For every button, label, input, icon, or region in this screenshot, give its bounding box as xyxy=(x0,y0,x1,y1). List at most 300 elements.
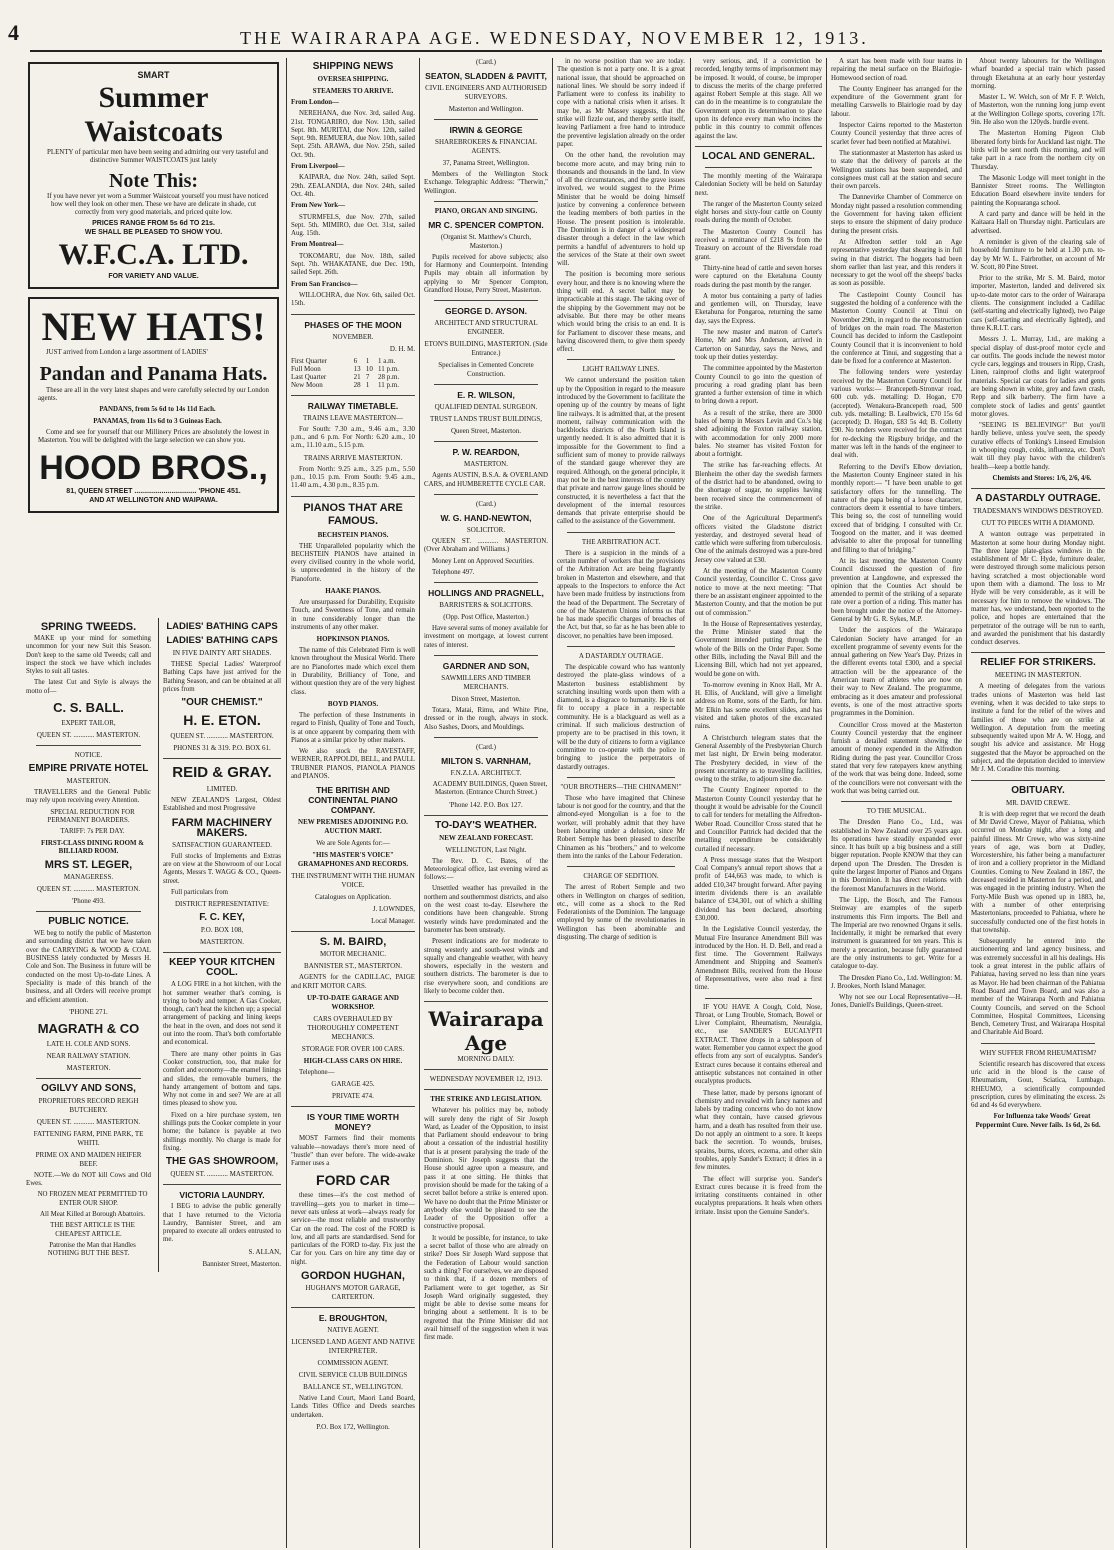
article-title: THE ARBITRATION ACT. xyxy=(581,537,661,546)
ad-body: All Meat Killed at Borough Abattoirs. xyxy=(40,1211,145,1219)
ad-headline: EMPIRE PRIVATE HOTEL xyxy=(28,763,149,775)
card-body: SOLICITOR. xyxy=(466,525,506,534)
card-address: ACADEMY BUILDINGS, Queen Street, Masterton. (Entrance Church Street.) xyxy=(432,780,548,797)
moon-hour: 10 xyxy=(365,364,373,373)
divider xyxy=(434,655,538,656)
route-label: From Liverpool— xyxy=(291,163,345,171)
moon-hour: 7 xyxy=(365,373,370,382)
ad-phone: GARAGE 425. xyxy=(331,1080,375,1089)
news-item: The Masonic Lodge will meet tonight in the Bannister Street rooms. The Wellington Education Board elsewhere invite tenders for painting the Kopuaranga school. xyxy=(971,174,1105,207)
card-name: IRWIN & GEORGE xyxy=(449,125,523,135)
news-item: A card party and dance will be held in the Kaitaara Hall on Thursday night. Particulars are advertised. xyxy=(971,211,1105,235)
timetable-body: For South: 7.30 a.m., 9.46 a.m., 3.30 p.m., and 6 p.m. For North: 6.20 a.m., 10 a.m., 11.10 a.m., 5.15 p.m. xyxy=(291,425,415,450)
card-label: (Card.) xyxy=(475,58,497,66)
table-row xyxy=(291,381,415,389)
ad-phone: 'Phone 493. xyxy=(72,897,105,906)
ad-body: STORAGE FOR OVER 100 CARS. xyxy=(301,1044,405,1053)
card-name: SEATON, SLADDEN & PAVITT, xyxy=(425,71,547,81)
news-item: Inspector Cairns reported to the Masterton County Council yesterday that three acres of scarlet fever had been notified at Matahiwi. xyxy=(831,122,962,146)
divider xyxy=(36,911,141,912)
article-title: "OUR BROTHERS—THE CHINAMEN!" xyxy=(560,782,682,791)
ad-brand: MRS ST. LEGER, xyxy=(44,859,133,872)
ad-brand: MAGRATH & CO xyxy=(37,1020,140,1036)
ad-phone: 'PHONE 271. xyxy=(69,1007,108,1016)
ad-body: PLENTY of particular men have been seeing and admiring our very tasteful and distinctive Summer WAISTCOATS just lately xyxy=(47,149,268,165)
ad-body: PRIME OX AND MAIDEN HEIFER BEEF. xyxy=(35,1150,142,1168)
ad-brand: "OUR CHEMIST." xyxy=(181,697,263,709)
divider xyxy=(163,1184,281,1185)
ad-note: LIMITED. xyxy=(206,785,238,794)
divider xyxy=(163,952,281,953)
news-item: About twenty labourers for the Wellington wharf boarded a special train which passed through Eketahuna at an early hour yesterday morning. xyxy=(971,58,1105,90)
article-subtitle: MEETING IN MASTERTON. xyxy=(994,671,1082,680)
ad-body: Fixed on a hire purchase system, ten shillings puts the Cooker complete in your home; the balance is payable at two shillings monthly. No charge is made for fixing. xyxy=(163,1111,281,1152)
route-body: TOKOMARU, due Nov. 18th, sailed Sept. 7th. WHAKATANE, due Dec. 19th, sailed Sept. 26th. xyxy=(291,252,415,277)
waistcoats-ad xyxy=(28,62,279,289)
notice-label: NOTICE. xyxy=(74,751,103,760)
table-row xyxy=(291,373,415,381)
dateline: WELLINGTON, Last Night. xyxy=(445,845,527,854)
ad-brand: OGILVY AND SONS, xyxy=(41,1082,136,1094)
news-item: A start has been made with four teams in repairing the metal surface on the Blairlogie-Homewood section of road. xyxy=(831,58,962,82)
ad-address: Bannister Street, Masterton. xyxy=(202,1259,281,1268)
ad-subhead: Pandan and Panama Hats. xyxy=(39,362,268,385)
divider xyxy=(434,384,538,385)
ad-subhead: BOYD PIANOS. xyxy=(327,699,379,708)
news-item: The Castlepoint County Council has suggested the holding of a conference with the Masterton County Council at Tinui on November 29th, in regard to the reconstruction of bridges on the main road. The Masterton Council has decided to inform the Castlepoint County Council that it is inconvenient to hold the conference at Tinui, and suggesting that a date be fixed for a conference at Masterton. xyxy=(831,291,962,366)
article-title: THE STRIKE AND LEGISLATION. xyxy=(430,1095,542,1104)
ad-address: HUGHAN'S MOTOR GARAGE, CARTERTON. xyxy=(305,1284,401,1302)
article-body: Unsettled weather has prevailed in the northern and southernmost districts, and also on the west coast to-day. Elsewhere the conditions have been changeable. Strong westerly winds have predominated and the barometer has been unsteady. xyxy=(424,885,548,934)
news-item: The following tenders were yesterday received by the Masterton County Council for various works:— Brancepeth-Stronvar road, 600 cub. yds. metalling: D. Hogan, £70 (accepted). Wenakura-Brancepeth road, 500 cub. yds. metalling: B. Lealbwick, £70 15s 6d (accepted); D. Hogan, £83 5s 4d; B. Colletty £90. No tenders were received for the contract for re-decking the Rigsbury bridge, and the matter was left in the hands of the engineer to deal with. xyxy=(831,369,962,460)
news-item: The Dannevirke Chamber of Commerce on Monday night passed a resolution commending the Government for having taken efficient steps to ensure the shipment of dairy produce during the present crisis. xyxy=(831,194,962,235)
news-item: The new master and matron of Carter's Home, Mr and Mrs Anderson, arrived in Carterton on Saturday, says the News, and took up their duties yesterday. xyxy=(695,329,822,361)
ad-trade: EXPERT TAILOR, xyxy=(61,719,116,728)
card-name: HOLLINGS AND PRAGNELL, xyxy=(428,588,544,599)
ad-headline: FARM MACHINERY MAKERS. xyxy=(171,816,273,839)
card-address: (Opp. Post Office, Masterton.) xyxy=(443,613,529,622)
ad-body: Full stocks of Implements and Extras are on view at the Showroom of our Local Agents, Messrs T. WAGG & CO., Queen-street. xyxy=(163,852,281,885)
divider xyxy=(567,359,675,360)
ad-brand: REID & GRAY. xyxy=(172,764,272,782)
moon-table xyxy=(291,357,415,390)
ad-body: A LOG FIRE in a hot kitchen, with the hot summer weather that's coming, is trying to body and temper. A Gas Cooker, though, can't heat the kitchen up; a special arrangement of packing and lining keeps the heat in the oven, and does not send it out into the room. That's both comfortable and economical. xyxy=(163,981,281,1047)
ad-body: TRAVELLERS and the General Public may rely upon receiving every Attention. xyxy=(26,789,151,805)
news-item: The County Engineer has arranged for the expenditure of the Government grant for metalling Carswells to Blairlogie road by day labour. xyxy=(831,85,962,118)
ad-headline: PUBLIC NOTICE. xyxy=(48,916,129,928)
ad-body: CARS OVERHAULED BY THOROUGHLY COMPETENT MECHANICS. xyxy=(307,1014,399,1041)
article-body: Present indications are for moderate to strong westerly and south-west winds and squally and changeable weather, with heavy showers, especially in the western and southern districts. The barometer is due to rise everywhere soon, and conditions are likely to become colder then. xyxy=(424,938,548,995)
ad-address: CIVIL SERVICE CLUB BUILDINGS xyxy=(298,1371,408,1380)
route-label: From New York— xyxy=(291,202,345,210)
ad-town: MASTERTON. xyxy=(66,1063,111,1072)
route-label: From London— xyxy=(291,99,339,106)
divider xyxy=(291,1307,415,1308)
moon-header: D. H. M. xyxy=(389,344,415,353)
article-body: Whatever his politics may be, nobody will surely deny the right of Sir Joseph Ward, as Leader of the Opposition, to insist that Parliament should endeavour to bring about a cessation of the industrial hostility that is at present paralysing the trade of the Dominion. Sir Joseph suggests that the House should agree upon a measure, and pass it at one sitting. He thinks that provision should be made for the taking of a secret ballot before a strike is entered upon. We have no doubt that the Prime Minister or anybody else would be pleased to see the Leader of the Opposition offer a constructive proposal. xyxy=(424,1107,548,1231)
page-number: 4 xyxy=(8,20,19,45)
moon-phase: New Moon xyxy=(291,381,323,390)
card-body: SAWMILLERS AND TIMBER MERCHANTS. xyxy=(441,674,531,692)
section-subtitle: TRAINS LEAVE MASTERTON— xyxy=(302,413,404,422)
ad-subhead: DISTRICT REPRESENTATIVE: xyxy=(174,900,269,909)
card-body: Pupils received for above subjects; also for Harmony and Counterpoint. Intending Pupils may obtain all information by applying to Mr Spencer Compton, Grandford House, Perry Street, Masterton. xyxy=(424,253,548,295)
article-body: in no worse position than we are today. The question is not a party one. It is a great national issue, that should be approached on national lines. We should be sorry indeed if Parliament were to confess its inability to cope with a national crisis when it arises. It may be, as Mr Massey suggests, that the strike will fizzle out, and thereby settle itself, leaving Parliament a free hand to introduce the preventive legislation already on the order paper. xyxy=(557,58,685,148)
ad-address: QUEEN ST. ............ MASTERTON. xyxy=(36,885,141,894)
route-body: KAIPARA, due Nov. 24th, sailed Sept. 29th. ZEALANDIA, due Nov. 24th, sailed Oct. 4th. xyxy=(291,174,415,198)
ad-price: PANAMAS, from 11s 6d to 3 Guineas Each. xyxy=(93,417,222,425)
ad-body: THE BEST ARTICLE IS THE CHEAPEST ARTICLE. xyxy=(50,1222,135,1238)
divider xyxy=(567,532,675,533)
divider xyxy=(291,931,415,932)
card-address: MASTERTON. xyxy=(464,460,508,469)
ad-phone: PRIVATE 474. xyxy=(332,1092,374,1101)
route-body: STURMFELS, due Nov. 27th, sailed Sept. 5th. MIMIRO, due Oct. 31st, sailed Aug. 15th. xyxy=(291,213,415,238)
ad-body: We are Sole Agents for:— xyxy=(316,839,390,848)
article-body: A wanton outrage was perpetrated in Masterton at some hour during Monday night. The three large plate-glass windows in the establishment of Mr C. Hyde, furniture dealer, were destroyed through some malicious person having scratched a most objectionable word upon them with a diamond. The loss to Mr Hyde will be very considerable, as it will be necessary for him to remove the windows. The matter has, we understand, been reported to the police, and hopes are entertained that the perpetrator of the outrage will be run to earth, and awarded the punishment that his dastardly conduct deserves. xyxy=(971,531,1105,647)
article-body: The position is becoming more serious every hour, and there is no knowing where the thing will end. A secret ballot may be impracticable at this stage. The taking over of the shipping by the Government may not be advisable. But there may be other means which would bring the crisis to an end. It is for Parliament to discover these means, and having discovered them, to give them speedy effect. xyxy=(557,271,685,354)
ad-headline: PIANOS THAT ARE FAMOUS. xyxy=(303,501,403,527)
paper-date: WEDNESDAY NOVEMBER 12, 1913. xyxy=(429,1075,543,1084)
ad-address: 81, QUEEN STREET ................................ 'PHONE 451. xyxy=(66,488,241,496)
ad-town: MASTERTON. xyxy=(66,777,111,786)
column-3 xyxy=(291,58,415,1548)
news-item: Under the auspices of the Wairarapa Caledonian Society have arranged for an excellent programme of seventy events for the annual gathering on New Year's Day. Prizes in the different events total £300, and a special attraction will be the appearance of the American team of athletes who are now on their way to New Zealand. The programme, embracing as it does amateur and professional events, is one of the most attractive sports programmes in the Dominion. xyxy=(831,627,962,718)
ad-address: BANNISTER ST., MASTERTON. xyxy=(304,962,402,971)
section-title: PHASES OF THE MOON xyxy=(304,319,402,330)
ad-tariff: TARIFF: 7s PER DAY. xyxy=(60,828,125,836)
article-title: A DASTARDLY OUTRAGE. xyxy=(578,652,664,660)
ad-headline: KEEP YOUR KITCHEN COOL. xyxy=(169,957,275,979)
route-body: NEREHANA, due Nov. 3rd, sailed Aug. 21st. TONGARIRO, due Nov. 13th, sailed Sept. 8th. MURITAI, due Nov. 12th, sailed Sept. 9th. REMUERA, due Nov. 10th, sailed Sept. 25th. ARAWA, due Nov. 25th, sailed Oct. 9th. xyxy=(291,110,415,159)
ad-headline: NEW HATS! xyxy=(41,304,266,350)
card-body: F.N.Z.I.A. ARCHITECT. xyxy=(450,768,522,777)
divider xyxy=(705,998,812,999)
ad-body: MAKE up your mind for something uncommon for your new Suit this Season. Don't keep to the same old Tweeds; call and inspect the stock we have which includes Styles to suit all tastes. xyxy=(26,635,151,676)
card-body: BARRISTERS & SOLICITORS. xyxy=(439,601,533,610)
ad-trade: PROPRIETORS RECORD REIGH BUTCHERY. xyxy=(38,1096,139,1114)
news-item: Master L. W. Welch, son of Mr F. P. Welch, of Masterton, won the running long jump event at the Wellington College sports, covering 17ft. 9in. He also won the 120yds. hurdle event. xyxy=(971,94,1105,127)
ad-body: THESE Special Ladies' Waterproof Bathing Caps have just arrived for the Bathing Season, and can be obtained at all prices from xyxy=(163,661,281,693)
masthead-rule xyxy=(30,50,1102,52)
article-body: Subsequently he entered into the auctioneering and land agency business, and was extremely successful in all his dealings. His took a great interest in the public affairs of Pahiatua, having served no less than nine years as Mayor. He had been chairman of the Pahiatua Road Board and Town Board, and was also a member of the Wairarapa North and Pahiatua County Councils, and served on the School Committee, Hospital Committees, Licensing Bench, Cemetery Trust, and Wairarapa Hospital and Charitable Aid Board. xyxy=(971,938,1105,1037)
paper-nameplate: Wairarapa Age xyxy=(428,1007,544,1056)
column-1a xyxy=(26,618,151,1262)
divider xyxy=(434,300,538,301)
article-body: On the other hand, the revolution may become more acute, and may bring ruin to thousands and thousands in the land. In view of all the circumstances, and the grave issues involved, we would suggest to the Prime Minister that he would be doing himself justice by convening a conference between the leading members of both parties in the House. The present position is intolerable. The Dominion is in danger of a widespread disaster through a defect in the law which permits a handful of adventurers to hold up the services of the State at their own sweet will. xyxy=(557,152,685,268)
ad-body: JUST arrived from London a large assortment of LADIES' xyxy=(46,349,208,357)
ad-headline: LADIES' BATHING CAPS xyxy=(166,635,278,646)
card-body: Members of the Wellington Stock Exchange. Telegraphic Address: "Therwin," Wellington. xyxy=(424,171,548,195)
news-item: At Alfredton settler told an Age representative yesterday that shearing is in full swing in that district. The hoggets had been shorn earlier than last year, and this renders it necessary to get the wool off the sheeps' backs as soon as possible. xyxy=(831,238,962,288)
ad-phone: PHONES 31 & 319. P.O. BOX 61. xyxy=(173,744,271,753)
news-item: The monthly meeting of the Wairarapa Caledonian Society will be held on Saturday next. xyxy=(695,172,822,197)
divider xyxy=(434,582,538,583)
ad-body: Are unsurpassed for Durability, Exquisite Touch, and Sweetness of Tone, and remain in tune considerably longer than the instruments of any other maker. xyxy=(291,598,415,631)
article-body: The arrest of Robert Semple and two others in Wellington on charges of sedition, etc., will come as a shock to the Red Federationists of the Dominion. The language employed by some of the revolutionaries in Wellington has been abominable and disgusting. The charge of sedition is xyxy=(557,884,685,942)
ad-headline: IS YOUR TIME WORTH MONEY? xyxy=(307,1112,399,1133)
ad-address: QUEEN ST. ............ MASTERTON. xyxy=(170,1170,274,1179)
card-phone: Telephone 497. xyxy=(432,568,475,576)
article-subtitle: CUT TO PIECES WITH A DIAMOND. xyxy=(981,519,1095,528)
section-subtitle: TRAINS ARRIVE MASTERTON. xyxy=(303,453,403,462)
divider xyxy=(567,866,675,867)
column-1 xyxy=(26,58,281,1548)
card-address: 37, Panama Street, Wellington. xyxy=(442,159,530,167)
article-body: It is with deep regret that we record the death of Mr David Crewe, Mayor of Pahiatua, which occurred on Monday night, after a long and painful illness. Mr Crewe, who was sixty-nine years of age, was born at Dudley, Worcestershire, his father being a manufacturer of iron and a colliery proprietor in the Midland Counties. Coming to New Zealand in 1867, the deceased resided in Masterton for a period, and was engaged in the printing industry. When the Forty-Mile Bush was opened up in 1883, he, with a number of other enterprising Mastertonians, proceeded to Pahiatua, where he successfully conducted one of the first hotels in that township. xyxy=(971,810,1105,934)
route-body: WILLOCHRA, due Nov. 6th, sailed Oct. 15th. xyxy=(291,291,415,308)
timetable-body: From North: 9.25 a.m., 3.25 p.m., 5.50 p.m., 10.15 p.m. From South: 9.45 a.m., 11.40 a.m., 4.30 p.m., 8.35 p.m. xyxy=(291,465,415,490)
divider xyxy=(695,146,822,147)
ad-body: These are all in the very latest shapes and were carefully selected by our London agents. xyxy=(38,386,269,402)
news-item: The strike has far-reaching effects. At Blenheim the other day the swedish farmers of the district had to be abandoned, owing to the shortage of sugar, no supplies having been received since the commencement of the strike. xyxy=(695,462,822,511)
news-item: The committee appointed by the Masterton County Council to go into the question of procuring a road grading plant has been granted a further extension of time in which to bring down a report. xyxy=(695,365,822,406)
ad-body: NO FROZEN MEAT PERMITTED TO ENTER OUR SHOP. xyxy=(37,1191,148,1207)
ad-price: Chemists and Stores: 1/6, 2/6, 4/6. xyxy=(992,474,1092,482)
news-item: A motor bus containing a party of ladies and gentlemen will, on Thursday, leave Eketahuna for Pongaroa, returning the same day, says the Express. xyxy=(695,292,822,325)
article-title: A DASTARDLY OUTRAGE. xyxy=(975,493,1101,505)
moon-phase: Full Moon xyxy=(291,364,321,373)
ad-body: MOST Farmers find their moments valuable—nowadays there's more need of "hustle" than ever before. The wide-awake Farmer uses a xyxy=(291,1135,415,1168)
divider xyxy=(705,167,812,168)
ad-body: LICENSED LAND AGENT AND NATIVE INTERPRETER. xyxy=(291,1338,415,1356)
news-item: The ranger of the Masterton County seized eight horses and sixty-four cattle on County roads during the month of October. xyxy=(695,200,822,225)
masthead xyxy=(0,0,1114,48)
divider xyxy=(981,1043,1095,1044)
news-item: A Christchurch telegram states that the General Assembly of the Presbyterian Church met last night, Dr Erwin being moderator. The Presbytery decided, in view of the present uncertainty as to travelling facilities, owing to the strike, to adjourn sine die. xyxy=(695,734,822,784)
news-item: The Masterton Homing Pigeon Club liberated forty birds for Auckland last night. The birds will be sent north this morning, and will take part in a race from the northern city on Thursday. xyxy=(971,130,1105,171)
ad-signature: S. ALLAN, xyxy=(248,1247,281,1256)
ad-body: There are many other points in Gas Cooker construction, too, that make for comfort and economy—the enamel linings and slides, the removable burners, the handy arrangement of bottom and taps. Why not come in and see? We are at all times pleased to show you. xyxy=(163,1050,281,1108)
moon-day: 28 xyxy=(353,381,361,390)
ad-headline: LADIES' BATHING CAPS xyxy=(166,621,278,632)
divider xyxy=(424,1001,548,1002)
ad-price: PANDANS, from 5s 6d to 14s 11d Each. xyxy=(99,406,216,414)
ad-body: WE beg to notify the public of Masterton and surrounding district that we have taken over the CARRYING & WOOD & COAL BUSINESS lately conducted by Messrs H. Cole and Son. The Business in future will be conducted on the most Up-to-date Lines. A Speciality is made of this branch of the business, and all Orders will receive prompt and efficient attention. xyxy=(26,930,151,1004)
column-rule xyxy=(826,58,827,1548)
card-body: SHAREBROKERS & FINANCIAL AGENTS. xyxy=(435,138,537,155)
card-name: GARDNER AND SON, xyxy=(442,661,530,672)
news-item: Councillor Cross moved at the Masterton County Council yesterday that the engineer furnish a detailed statement showing the amount of money expended in the Alfredton Riding during the past year. Councillor Cross stated that very few ratepayers knew anything of the work that was being done. Indeed, some of the councillors were not conversant with the work that was being carried out. xyxy=(831,721,962,795)
ad-body: The Lipp, the Bosch, and The Famous Steinway are examples of the superb instruments this Firm imports. The Bell and The Imperial are two renowned Organs it sells. Incidentally, it might be remarked that every instrument is guaranteed for ten years. This is merely a precaution, because fully guaranteed are the only instruments to get. Write for a catalogue to-day. xyxy=(831,896,962,971)
divider xyxy=(36,1078,141,1079)
ad-address: P.O. Box 172, Wellington. xyxy=(316,1422,390,1431)
divider xyxy=(291,395,415,396)
card-address: TRUST LANDS TRUST BUILDINGS, xyxy=(429,415,542,424)
ad-body: The perfection of these Instruments in regard to Finish, Quality of Tone and Touch, is at once apparent by comparing them with Pianos at a similar price by other makers. xyxy=(291,711,415,744)
ad-address: BALLANCE ST., WELLINGTON. xyxy=(303,1383,403,1392)
moon-min: 1 a.m. xyxy=(378,356,396,365)
ad-body: these times—it's the cost method of travelling—gets you to market in time—never eats unless at work—always ready for service—the most reliable and trustworthy Car on the road. The cost of the FORD is low, and all parts are standardised. Send for particulars of the FORD to-day. Fix just the Car for you. Cars on hire any time day or night. xyxy=(291,1192,415,1266)
news-item: In the Legislative Council yesterday, the Mutual Fire Insurance Amendment Bill was introduced by the Hon. H. D. Bell, and read a first time. The Government Railways Amendment and Shipping and Seamen's Amendment Bills, received from the House of Representatives, were also read a first time. xyxy=(695,926,822,992)
article-body: There is a suspicion in the minds of a certain number of workers that the provisions of the Arbitration Act are being flagrantly broken in Masterton and elsewhere, and that appeals to the Inspectors to enforce the Act have been made fruitless by instructions from the head of the Department. The Secretary of one of the Masterton Unions informs us that he has made specific charges of breaches of the Act, but that, so far as he has been able to discover, no penalties have been imposed. xyxy=(557,549,685,640)
column-5 xyxy=(557,58,685,1548)
ad-role: MANAGERESS. xyxy=(63,873,114,882)
ad-body: I BEG to advise the public generally that I have returned to the Victoria Laundry, Bannister Street, and am prepared to execute all orders entrusted to me. xyxy=(163,1203,281,1244)
ad-headline: VICTORIA LAUNDRY. xyxy=(179,1190,265,1201)
section-title: SHIPPING NEWS xyxy=(312,61,394,72)
card-name: W. G. HAND-NEWTON, xyxy=(440,512,532,523)
card-name: GEORGE D. AYSON. xyxy=(444,306,528,317)
ad-tagline: FOR VARIETY AND VALUE. xyxy=(108,273,199,281)
route-label: From Montreal— xyxy=(291,241,344,249)
divider xyxy=(567,777,675,778)
ad-body: FIRST-CLASS DINING ROOM & BILLIARD ROOM. xyxy=(41,839,144,855)
ad-address: QUEEN ST. ............ MASTERTON. xyxy=(170,732,274,741)
article-body: We cannot understand the position taken up by the Opposition in regard to the measure introduced by the Government to facilitate the opening up of the country by means of light line railways. It is admitted that, at the present moment, railway communication with the backblocks districts of the North Island is urgently needed. It is also admitted that it is impossible for the Government to find a sufficient sum of money to provide railways of the standard gauge wherever they are required. Although, on the general principle, it may not be in the best interests of the country that private and narrow gauge lines should be constructed, it is nevertheless a fact that the development of the internal resources demands that private enterprise should be called to the assistance of the Government. xyxy=(557,377,685,526)
ad-subhead: HOPKINSON PIANOS. xyxy=(316,635,390,644)
article-subtitle: MR. DAVID CREWE. xyxy=(1005,798,1071,807)
article-body: very serious, and, if a conviction be recorded, lengthy terms of imprisonment may be imposed. It would, of course, be improper to discuss the merits of the charge preferred against Robert Semple at this stage. All we can do in the meantime is to congratulate the Government upon its determination to place upon its defence every man who incites the public in this country to commit offences against the law. xyxy=(695,58,822,140)
card-label: (Card.) xyxy=(475,742,497,751)
ad-subhead: BECHSTEIN PIANOS. xyxy=(317,530,389,539)
divider xyxy=(36,745,141,746)
ad-brand: HOOD BROS., xyxy=(39,449,268,488)
article-body: The Rev. D. C. Bates, of the Meteorological office, last evening wired as follows:— xyxy=(424,857,548,882)
column-rule xyxy=(690,58,691,1548)
article-body: A meeting of delegates from the various trades unions of Masterton was held last evening, when it was decided to take steps to institute a fund for the relief of the wives and families of those who are on strike at Wellington. A deputation from the meeting subsequently waited upon Mr A. W. Hogg, and sought his advice and assistance. Mr Hogg suggested that the Mayor be approached on the subject, and the deputation decided to interview Mr J. M. Coradine this morning. xyxy=(971,683,1105,774)
route-label: From San Francisco— xyxy=(291,280,358,288)
divider xyxy=(971,780,1105,781)
card-body: Money Lent on Approved Securities. xyxy=(432,557,534,565)
ad-body: FATTENING FARM, PINE PARK, TE WHITI. xyxy=(33,1129,144,1147)
ad-body: Catalogues on Application. xyxy=(314,893,391,902)
news-item: Prior to the strike, Mr S. M. Baird, motor importer, Masterton, landed and delivered six up-to-date motor cars to the order of Wairarapa clients. The consignment included a Cadillac (self-starting and electrically lighted), two Paige cars (self-starting and electrically lighted), and three K.R.I.T. cars. xyxy=(971,275,1105,332)
news-item: A Press message states that the Westport Coal Company's annual report shows that a profit of £44,663 was made, to which is added £10,347 brought forward. After paying interim dividends there is an available balance of £34,301, out of which a shilling dividend has been declared, absorbing £30,000. xyxy=(695,856,822,922)
ad-body: "SEEING IS BELIEVING!" But you'll hardly believe, unless you've seen, the speedy curative effects of Tonking's Linseed Emulsion in whooping cough, colds, influenza, etc. Don't wait till they play havoc with the children's health—keep a bottle handy. xyxy=(971,422,1105,471)
ad-body: THE INSTRUMENT WITH THE HUMAN VOICE. xyxy=(291,872,415,890)
divider xyxy=(424,1069,548,1070)
article-title: WHY SUFFER FROM RHEUMATISM? xyxy=(979,1048,1097,1057)
divider xyxy=(841,801,952,802)
card-address: Masterton and Wellington. xyxy=(448,105,524,113)
ad-body: These latter, made by persons ignorant of chemistry and revealed with fancy names and labels by trading concerns who do not know what they contain, have caused grievous harm, and a death has resulted from their use. Do not apply an ointment to a sore. It keeps back the secretion. To wounds, bruises, sprains, burns, ulcers, eczema, and other skin troubles, apply Sander's Extract; it dries in a few minutes. xyxy=(695,1089,822,1172)
ad-address: QUEEN ST. ............ MASTERTON. xyxy=(36,731,141,740)
ad-body: The name of this Celebrated Firm is well known throughout the Musical World. There are no Pianofortes made which excel them in Durability, Brilliancy of Tone, and without question they are of the very highest class. xyxy=(291,647,415,696)
moon-phase: First Quarter xyxy=(291,356,327,365)
ad-brand: FORD CAR xyxy=(316,1172,390,1189)
ad-note: LATE H. COLE AND SONS. xyxy=(46,1039,131,1048)
card-name: P. W. REARDON, xyxy=(452,447,520,458)
ad-trade: MOTOR MECHANIC. xyxy=(320,950,386,959)
table-row xyxy=(291,357,415,365)
article-title: TO THE MUSICAL. xyxy=(866,807,927,816)
ad-subhead: SATISFACTION GUARANTEED. xyxy=(172,840,272,849)
ad-body: The latest Cut and Style is always the motto of— xyxy=(26,679,151,695)
ad-note: WE SHALL BE PLEASED TO SHOW YOU. xyxy=(84,228,223,236)
section-subtitle: NEW ZEALAND FORECAST. xyxy=(439,833,533,842)
card-address: QUEEN ST. ............ MASTERTON. (Over Abraham and Williams.) xyxy=(424,537,548,554)
ad-headline: Summer Waistcoats xyxy=(84,81,223,148)
divider xyxy=(291,314,415,315)
column-2 xyxy=(158,618,281,1272)
column-rule xyxy=(552,58,553,1548)
ad-subhead: HAAKE PIANOS. xyxy=(325,586,381,595)
news-item: The stationmaster at Masterton has asked us to state that the delivery of parcels at the Wellington stations has been suspended, and consignees must call at the station and secure their own parcels. xyxy=(831,149,962,191)
ad-subhead: IN FIVE DAINTY ART SHADES. xyxy=(172,649,272,657)
moon-hour: 1 xyxy=(365,356,370,365)
news-item: The County Engineer reported to the Masterton County Council yesterday that he thought it would be advisable for the Council to call for tenders for metalling the Alfredton-Weber Road. Councillor Cross stated that he and Councillor Pattrick had decided that the metalling expenditure be considerably curtailed if necessary. xyxy=(695,787,822,853)
column-7 xyxy=(831,58,962,1548)
ad-town: MASTERTON. xyxy=(200,938,244,947)
divider xyxy=(291,496,415,497)
ad-signature: J. LOWNDES, xyxy=(372,905,415,914)
ad-body: "HIS MASTER'S VOICE" GRAMAPHONES AND RECORDS. xyxy=(297,851,409,869)
ad-address: P.O. BOX 108, xyxy=(200,926,244,935)
section-subtitle: STEAMERS TO ARRIVE. xyxy=(312,87,394,95)
divider xyxy=(424,815,548,816)
column-6 xyxy=(695,58,822,1548)
news-item: At the meeting of the Masterton County Council yesterday, Councillor C. Cross gave notice to move at the next meeting: "That there be an assistant engineer appointed to the Masterton County, and that the motion be put out of commission." xyxy=(695,568,822,617)
ad-brand: THE BRITISH AND CONTINENTAL PIANO COMPANY. xyxy=(308,785,398,816)
ad-body: Patronise the Man that Handles NOTHING BUT THE BEST. xyxy=(47,1241,136,1258)
hats-ad xyxy=(28,297,279,513)
news-item: To-morrow evening in Knox Hall, Mr A. H. Ellis, of Auckland, will give a limelight address on Rome, sons of the Earth, for him. Mr Elkin has some excellent slides, and has visited and taken photos of the excavated ruins. xyxy=(695,681,822,731)
card-name: MILTON S. VARNHAM, xyxy=(441,755,531,766)
ad-body: COMMISSION AGENT. xyxy=(317,1359,389,1368)
ad-body: NEW ZEALAND'S Largest, Oldest Established and most Progressive xyxy=(163,797,281,813)
moon-day: 13 xyxy=(353,364,361,373)
paper-tagline: MORNING DAILY. xyxy=(457,1055,515,1064)
news-item: Thirty-nine head of cattle and seven horses were captured on the Eketahuna County roads during the past month by the ranger. xyxy=(695,264,822,289)
ad-brand: S. M. BAIRD, xyxy=(319,936,387,949)
article-title: LIGHT RAILWAY LINES. xyxy=(582,365,660,374)
ad-brand: W.F.C.A. LTD. xyxy=(58,238,249,272)
card-label: PIANO, ORGAN AND SINGING. xyxy=(434,206,538,215)
moon-min: 11 p.m. xyxy=(378,381,399,390)
card-body: Agents AUSTIN, B.S.A. & OVERLAND CARS, and HUMBERETTE CYCLE CAR. xyxy=(424,472,548,488)
card-address: Dixon Street, Masterton. xyxy=(451,695,521,704)
table-row xyxy=(291,365,415,373)
divider xyxy=(434,737,538,738)
ad-body: AGENTS for the CADILLAC, PAIGE and KRIT MOTOR CARS. xyxy=(291,974,415,990)
news-item: The Masterton County Council has received a remittance of £218 9s from the Treasury on account of the Riversdale road grant. xyxy=(695,228,822,261)
ad-body: NOTE.—We do NOT kill Cows and Old Ewes. xyxy=(26,1171,151,1188)
section-subtitle: NOVEMBER. xyxy=(332,332,374,341)
card-body: CIVIL ENGINEERS AND AUTHORISED SURVEYORS. xyxy=(425,84,547,101)
divider xyxy=(567,646,675,647)
article-title: RELIEF FOR STRIKERS. xyxy=(980,657,1096,669)
ad-brand: E. BROUGHTON, xyxy=(318,1313,388,1324)
divider xyxy=(971,652,1105,653)
ad-signature: GORDON HUGHAN, xyxy=(301,1270,405,1283)
divider xyxy=(424,1089,548,1090)
article-body: The despicable coward who has wantonly destroyed the plate-glass windows of a Masterton business establishment by scratching insulting words upon them with a diamond, is a disgrace to humanity. He is not fit to occupy a place in a respectable community. He is a blackguard as well as a criminal. If such malicious destruction of property are to be practised in this town, it will be the duty of citizens to form a vigilance committee to co-operate with the police in bringing to justice the perpetrators of dastardly outrages. xyxy=(557,664,685,771)
moon-phase: Last Quarter xyxy=(291,373,327,382)
ad-address: NEAR RAILWAY STATION. xyxy=(46,1051,131,1060)
card-name: MR C. SPENCER COMPTON. xyxy=(428,219,544,230)
news-item: One of the Agricultural Department's officers visited the Gladstone district yesterday, and destroyed several head of cattle which were suffering from tuberculosis. One of the animals destroyed was a pure-bred Jersey cow valued at £30. xyxy=(695,515,822,564)
ad-body: Full particulars from xyxy=(171,888,229,896)
news-item: At its last meeting the Masterton County Council discussed the question of fire prevention at Langdowne, and expressed the opinion that the Counties Act should be amended to permit of the striking of a separate rate over a portion of a riding. This matter has been brought under the notice of the Attorney-General by Mr G. R. Sykes, M.P. xyxy=(831,557,962,623)
ad-body: If you have never yet worn a Summer Waistcoat yourself you must have noticed how well they look on other men. These we have are delicate in shade, cut correctly from very good materials, and priced quite low. xyxy=(46,192,269,217)
divider xyxy=(434,119,538,120)
card-label: (Card.) xyxy=(475,499,497,508)
ad-tagline: AND AT WELLINGTON AND WAIPAWA. xyxy=(89,496,218,504)
ad-brand: H. E. ETON. xyxy=(183,712,261,729)
divider xyxy=(163,758,281,759)
ad-body: Scientific research has discovered that excess uric acid in the blood is the cause of Rheumatism, Gout, Sciatica, Lumbago. RHEUMO, a scientifically compounded prescription, cures by eliminating the excess. 2s 6d and 4s 6d everywhere. xyxy=(971,1060,1105,1110)
moon-min: 11 p.m. xyxy=(378,364,399,373)
column-8 xyxy=(971,58,1105,1548)
section-subtitle: OVERSEA SHIPPING. xyxy=(317,75,389,83)
moon-hour: 1 xyxy=(365,381,370,390)
news-item: Referring to the Devil's Elbow deviation, the Masterton County Engineer stated in his monthly report:— "I have been unable to get satisfactory offers for the tunnelling. The nature of the papa being of a loose character, contractors deem it essential to have timbers. This being so, the cost of tunnelling would exceed that of bridging. I consulted with Cr. Toogood on the matter, and it was deemed advisable to alter the proposal for tunnelling and filling to that of bridging." xyxy=(831,463,962,554)
ad-body: The Dresden Piano Co., Ltd. Wellington: M. J. Brookes, North Island Manager. xyxy=(831,974,962,990)
ad-brand: THE GAS SHOWROOM, xyxy=(165,1156,279,1168)
ad-subhead: NEW PREMISES ADJOINING P.O. AUCTION MART. xyxy=(298,818,408,836)
ad-tagline: For Influenza take Woods' Great Peppermint Cure. Never fails. 1s 6d, 2s 6d. xyxy=(975,1113,1101,1129)
